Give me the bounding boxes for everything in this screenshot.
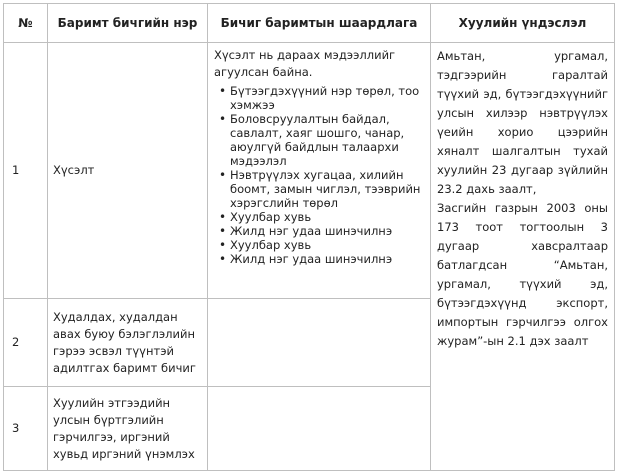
header-doc-name: Баримт бичгийн нэр: [48, 4, 208, 43]
requirement-item: • Жилд нэг удаа шинэчилнэ: [230, 224, 424, 238]
requirement-item: • Бүтээгдэхүүний нэр төрөл, тоо хэмжээ: [230, 84, 424, 112]
document-requirement-empty: [208, 299, 431, 387]
document-name: Худалдах, худалдан авах буюу бэлэглэлийн гэрээ эсвэл түүнтэй адилтгах баримт бичиг: [48, 299, 208, 387]
requirement-item: • Хуулбар хувь: [230, 238, 424, 252]
requirement-list: [214, 84, 424, 266]
legal-basis-resolution: Засгийн газрын 2003 оны 173 тоот тогтоолын 3 дугаар хавсралтаар батлагдсан “Амьтан, ургамал, түүхий эд, бүтээгдэхүүнд экспорт, импортын гэрчилгээ олгох журам”-ын 2.1 дэх заалт: [437, 201, 608, 348]
document-name: Хуулийн этгээдийн улсын бүртгэлийн гэрчилгээ, иргэний хувьд иргэний үнэмлэх: [48, 387, 208, 471]
header-num: №: [4, 4, 48, 43]
row-number: 2: [4, 299, 48, 387]
requirement-item: • Боловсруулалтын байдал, савлалт, хаяг шошго, чанар, аюулгүй байдлын талаархи мэдээлэл: [230, 112, 424, 168]
row-number: 3: [4, 387, 48, 471]
table-row: [4, 43, 615, 299]
requirement-item: • Хуулбар хувь: [230, 210, 424, 224]
legal-basis: [431, 43, 615, 471]
header-doc-requirement: Бичиг баримтын шаардлага: [208, 4, 431, 43]
requirement-intro: Хүсэлт нь дараах мэдээллийг агуулсан байна.: [214, 48, 396, 79]
header-row: [4, 4, 615, 43]
legal-basis-law: Амьтан, ургамал, тэдгээрийн гаралтай түүхий эд, бүтээгдэхүүнийг улсын хилээр нэвтрүүлэх үеийн хорио цээрийн хяналт шалгалтын тухай хуулийн 23 дугаар зүйлийн 23.2 дахь заалт,: [437, 49, 608, 196]
requirement-item: • Жилд нэг удаа шинэчилнэ: [230, 252, 424, 266]
document-name: Хүсэлт: [48, 43, 208, 299]
document-requirement: [208, 43, 431, 299]
row-number: 1: [4, 43, 48, 299]
document-requirement-empty: [208, 387, 431, 471]
requirement-item: • Нэвтрүүлэх хугацаа, хилийн боомт, замын чиглэл, тээврийн хэрэгслийн төрөл: [230, 168, 424, 210]
header-legal-basis: Хуулийн үндэслэл: [431, 4, 615, 43]
requirements-table: [3, 3, 615, 471]
